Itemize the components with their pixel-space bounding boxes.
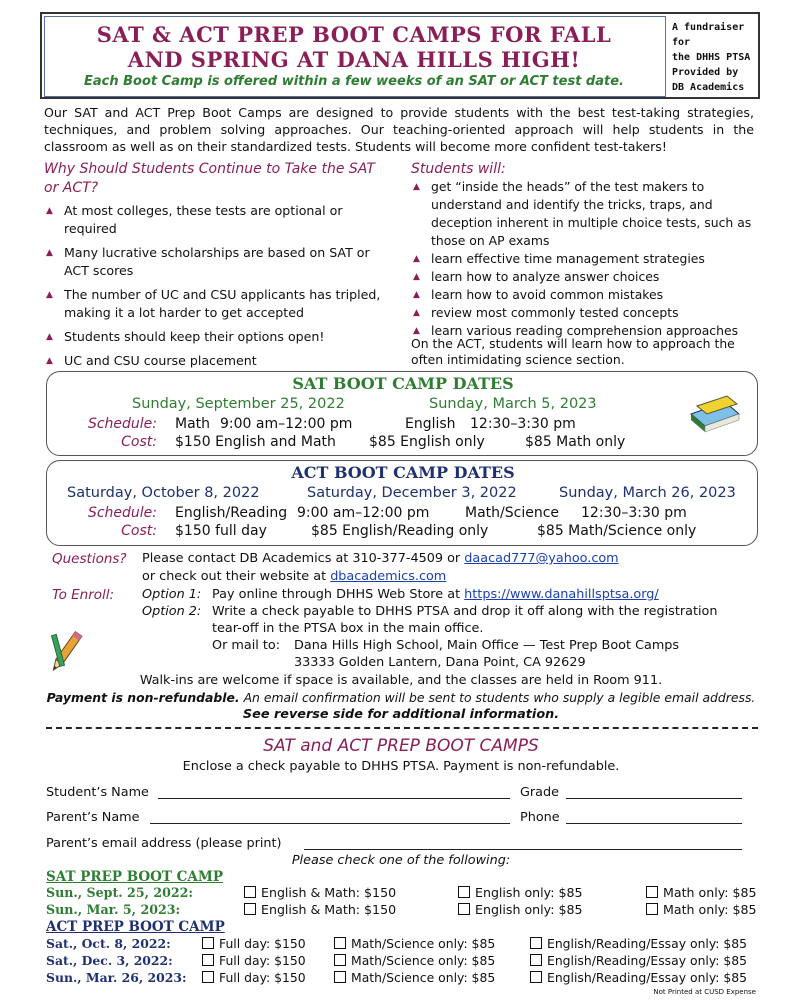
checkbox-icon[interactable] (334, 954, 346, 966)
act-cost-label: Cost: (121, 523, 157, 539)
why-heading: Why Should Students Continue to Take the SAT or ACT? (44, 161, 375, 196)
parent-name-field[interactable] (150, 809, 510, 824)
act-row-opt3[interactable] (530, 953, 747, 968)
sat-cost-2: $85 English only (369, 434, 485, 450)
grade-label: Grade (520, 785, 560, 800)
will-item-text: learn effective time management strategies (431, 251, 705, 266)
why-item (46, 352, 392, 370)
tear-off-line (46, 727, 758, 729)
refund-bold: Payment is non-refundable. (46, 690, 240, 705)
student-name-field[interactable] (158, 784, 510, 799)
checkbox-icon[interactable] (202, 937, 214, 949)
will-item-text: review most commonly tested concepts (431, 305, 679, 320)
page-subtitle: Each Boot Camp is offered within a few weeks of an SAT or ACT test date. (84, 74, 624, 89)
checkbox-icon[interactable] (646, 886, 658, 898)
phone-label: Phone (520, 810, 560, 825)
will-heading: Students will: (411, 161, 506, 177)
checkbox-icon[interactable] (202, 971, 214, 983)
option2-line2: tear-off in the PTSA box in the main office. (212, 621, 484, 636)
side-note-line: the DHHS PTSA (672, 52, 751, 63)
act-cost-2: $85 English/Reading only (311, 523, 489, 539)
student-label: Student’s Name (46, 785, 149, 800)
enroll-label: To Enroll: (52, 587, 115, 603)
option2-line1: Write a check payable to DHHS PTSA and drop it off along with the registration (212, 604, 718, 619)
sat-form-row (46, 885, 758, 901)
questions-label: Questions? (52, 551, 127, 567)
act-row-date: Sun., Mar. 26, 2023: (46, 970, 187, 985)
act-row-opt1[interactable] (202, 953, 306, 968)
act-schedule-label: Schedule: (87, 505, 157, 521)
will-item-text: get “inside the heads” of the test makers to understand and identify the tricks, traps, and deception inherent in multiple choice tests, such as those on AP exams (431, 179, 752, 248)
opt-label: Full day: $150 (219, 970, 306, 985)
why-item (46, 328, 392, 346)
option1-label: Option 1: (142, 587, 202, 602)
sat-sched-a: Math (175, 416, 211, 432)
act-row-opt3[interactable] (530, 936, 747, 951)
checkbox-icon[interactable] (202, 954, 214, 966)
act-dates-box (46, 460, 758, 546)
side-note-line: Provided by (672, 67, 739, 78)
sat-row-opt3[interactable] (646, 885, 757, 900)
sat-form-heading: SAT PREP BOOT CAMP (46, 869, 223, 885)
sat-row-date: Sun., Mar. 5, 2023: (46, 902, 181, 917)
act-date-3: Sunday, March 26, 2023 (559, 485, 736, 501)
will-item (413, 268, 758, 286)
opt-label: English/Reading/Essay only: $85 (547, 936, 748, 951)
act-dates-title: ACT BOOT CAMP DATES (291, 463, 515, 482)
sat-date-2: Sunday, March 5, 2023 (429, 396, 597, 412)
act-sched-b: Math/Science (465, 505, 560, 521)
checkbox-icon[interactable] (530, 937, 542, 949)
questions-line (142, 551, 619, 566)
walkins-note: Walk-ins are welcome if space is available, and the classes are held in Room 911. (139, 673, 663, 688)
sat-sched-b-time: 12:30–3:30 pm (470, 416, 576, 432)
act-date-2: Saturday, December 3, 2022 (307, 485, 517, 501)
intro-paragraph: Our SAT and ACT Prep Boot Camps are designed to provide students with the best test-taking strategies, techniques, and problem solving approaches. Our teaching-oriented approach will help students in the classroom as well as on their standardized tests. Students will become more confident test-takers! (44, 105, 754, 154)
checkbox-icon[interactable] (244, 903, 256, 915)
opt-label: Math/Science only: $85 (351, 953, 496, 968)
will-item (413, 178, 758, 250)
sat-sched-b: English (405, 416, 456, 432)
page-title-line1: SAT & ACT PREP BOOT CAMPS FOR FALL (96, 22, 612, 47)
act-date-1: Saturday, October 8, 2022 (67, 485, 260, 501)
why-item (46, 202, 392, 238)
page-title-line2: AND SPRING AT DANA HILLS HIGH! (127, 47, 581, 72)
refund-line (0, 690, 802, 705)
website-line (142, 569, 446, 584)
act-form-heading: ACT PREP BOOT CAMP (46, 919, 225, 935)
sat-schedule-label: Schedule: (87, 416, 157, 432)
sat-form-row (46, 902, 758, 918)
act-sched-b-time: 12:30–3:30 pm (581, 505, 687, 521)
opt-label: Full day: $150 (219, 953, 306, 968)
mail-line2: 33333 Golden Lantern, Dana Point, CA 92629 (294, 655, 586, 670)
books-icon (687, 392, 743, 436)
act-cost-1: $150 full day (175, 523, 267, 539)
will-item-text: learn various reading comprehension approaches (431, 323, 739, 338)
checkbox-icon[interactable] (244, 886, 256, 898)
will-item-text: learn how to analyze answer choices (431, 269, 660, 284)
side-note-line: A fundraiser for (672, 22, 745, 48)
act-sched-a: English/Reading (175, 505, 288, 521)
sat-row-opt3[interactable] (646, 902, 757, 917)
opt-label: English/Reading/Essay only: $85 (547, 953, 748, 968)
why-item (46, 286, 392, 322)
why-item-text: UC and CSU course placement (64, 353, 257, 368)
act-sched-a-time: 9:00 am–12:00 pm (297, 505, 430, 521)
act-row-opt1[interactable] (202, 970, 306, 985)
opt-label: English & Math: $150 (261, 902, 397, 917)
refund-rest: An email confirmation will be sent to students who supply a legible email address. (243, 690, 756, 705)
why-list (46, 202, 392, 370)
contact-email-link[interactable]: daacad777@yahoo.com (464, 551, 619, 566)
sat-sched-a-time: 9:00 am–12:00 pm (220, 416, 353, 432)
will-item (413, 286, 758, 304)
checkbox-icon[interactable] (646, 903, 658, 915)
will-note: On the ACT, students will learn how to approach the often intimidating science section. (411, 336, 735, 367)
sat-row-opt1[interactable] (244, 902, 396, 917)
act-form-row (46, 936, 760, 952)
act-form-row (46, 953, 760, 969)
opt-label: English only: $85 (475, 885, 583, 900)
form-instruction: Enclose a check payable to DHHS PTSA. Payment is non-refundable. (182, 759, 620, 774)
check-prompt: Please check one of the following: (291, 853, 511, 868)
side-note-line: DB Academics (672, 82, 745, 93)
why-item-text: The number of UC and CSU applicants has tripled, making it a lot harder to get accepted (64, 287, 381, 320)
grade-field[interactable] (566, 784, 742, 799)
mail-label: Or mail to: (212, 638, 281, 653)
why-item-text: Many lucrative scholarships are based on SAT or ACT scores (64, 245, 370, 278)
checkbox-icon[interactable] (334, 937, 346, 949)
opt-label: English/Reading/Essay only: $85 (547, 970, 748, 985)
sat-cost-1: $150 English and Math (175, 434, 336, 450)
act-form-row (46, 970, 760, 986)
opt-label: Full day: $150 (219, 936, 306, 951)
header-box (40, 12, 760, 99)
opt-label: English only: $85 (475, 902, 583, 917)
opt-label: Math/Science only: $85 (351, 970, 496, 985)
will-item-text: learn how to avoid common mistakes (431, 287, 664, 302)
option2-label: Option 2: (142, 604, 202, 619)
sat-row-opt2[interactable] (458, 885, 582, 900)
opt-label: Math only: $85 (663, 902, 757, 917)
website-text: or check out their website at (142, 569, 327, 584)
mail-line1: Dana Hills High School, Main Office — Test Prep Boot Camps (294, 638, 680, 653)
opt-label: Math only: $85 (663, 885, 757, 900)
pencil-icon (46, 628, 86, 676)
act-row-opt2[interactable] (334, 970, 495, 985)
sat-dates-box (46, 371, 758, 456)
website-link[interactable]: dbacademics.com (330, 569, 447, 584)
act-row-date: Sat., Oct. 8, 2022: (46, 936, 171, 951)
reverse-note: See reverse side for additional information. (242, 707, 560, 722)
footer-note: Not Printed at CUSD Expense (653, 988, 756, 996)
why-item (46, 244, 392, 280)
sat-row-opt2[interactable] (458, 902, 582, 917)
act-row-opt2[interactable] (334, 936, 495, 951)
phone-field[interactable] (566, 809, 742, 824)
will-item (413, 304, 758, 322)
why-item-text: Students should keep their options open! (64, 329, 325, 344)
sat-row-date: Sun., Sept. 25, 2022: (46, 885, 194, 900)
opt-label: English & Math: $150 (261, 885, 397, 900)
act-row-opt1[interactable] (202, 936, 306, 951)
checkbox-icon[interactable] (530, 954, 542, 966)
email-field[interactable] (304, 835, 742, 850)
will-item (413, 250, 758, 268)
act-row-date: Sat., Dec. 3, 2022: (46, 953, 173, 968)
act-row-opt2[interactable] (334, 953, 495, 968)
checkbox-icon[interactable] (530, 971, 542, 983)
checkbox-icon[interactable] (458, 886, 470, 898)
sat-cost-label: Cost: (121, 434, 157, 450)
ptsa-store-link[interactable]: https://www.danahillsptsa.org/ (464, 587, 659, 602)
sat-row-opt1[interactable] (244, 885, 396, 900)
checkbox-icon[interactable] (458, 903, 470, 915)
will-list (413, 178, 758, 340)
email-label: Parent’s email address (please print) (46, 836, 282, 851)
checkbox-icon[interactable] (334, 971, 346, 983)
act-cost-3: $85 Math/Science only (537, 523, 697, 539)
option1-text: Pay online through DHHS Web Store at (212, 587, 461, 602)
sat-dates-title: SAT BOOT CAMP DATES (292, 374, 514, 393)
sat-date-1: Sunday, September 25, 2022 (132, 396, 345, 412)
questions-text: Please contact DB Academics at 310-377-4509 or (142, 551, 461, 566)
why-item-text: At most colleges, these tests are optional or required (64, 203, 343, 236)
opt-label: Math/Science only: $85 (351, 936, 496, 951)
form-title: SAT and ACT PREP BOOT CAMPS (263, 736, 539, 756)
sat-cost-3: $85 Math only (525, 434, 626, 450)
option1-line (212, 587, 659, 602)
act-row-opt3[interactable] (530, 970, 747, 985)
side-note (672, 20, 758, 95)
parent-label: Parent’s Name (46, 810, 140, 825)
